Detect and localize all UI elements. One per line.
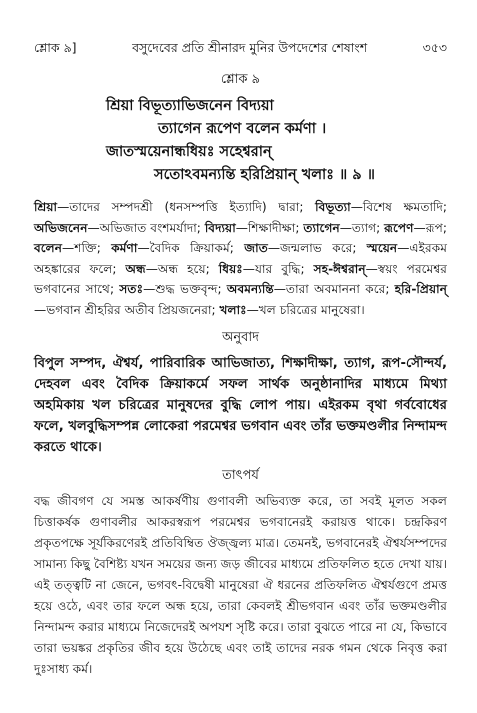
synonym-meaning: —তারা অবমাননা করে; xyxy=(273,282,395,296)
verse-line: শ্রিয়া বিভূত্যাভিজনেন বিদ্যয়া xyxy=(106,98,274,114)
verse-number: শ্লোক ৯ xyxy=(220,72,261,87)
synonym-meaning: —স্বয়ং পরমেশ্বর ভগবানের সাথে; xyxy=(34,261,447,296)
synonym-word: সহ-ঈশ্বরান্ xyxy=(313,261,366,276)
synonym-word: অন্ধ xyxy=(125,261,146,276)
verse-line: সতোঽবমন্যন্তি হরিপ্রিয়ান্ খলাঃ ॥ ৯ ॥ xyxy=(154,167,375,183)
synonym-word: ত্যাগেন xyxy=(303,220,340,235)
synonym-meaning: —শুদ্ধ ভক্তবৃন্দ; xyxy=(143,282,227,296)
synonym-meaning: —শিক্ষাদীক্ষা; xyxy=(235,220,304,235)
synonym-word: সতঃ xyxy=(119,282,144,296)
synonym-meaning: —অন্ধ হয়ে; xyxy=(145,261,219,276)
synonym-word: অবমন্যন্তি xyxy=(226,282,274,296)
synonym-word: কর্মণা xyxy=(111,241,138,255)
synonym-meaning: —জন্মলাভ করে; xyxy=(267,241,367,255)
synonym-meaning: —ত্যাগ; xyxy=(339,220,385,235)
synonym-meaning: —বৈদিক ক্রিয়াকর্ম; xyxy=(137,241,245,255)
synonym-meaning: —যার বুদ্ধি; xyxy=(242,261,314,276)
synonym-meaning: —ভগবান শ্রীহরির অতীব প্রিয়জনেরা; xyxy=(34,302,220,317)
synonym-meaning: —রূপ; xyxy=(413,220,447,235)
verse-line: জাতস্ময়েনান্ধধিয়ঃ সহেশ্বরান্ xyxy=(106,144,272,160)
verse-text xyxy=(34,95,447,187)
synonym-word: রূপেণ xyxy=(384,220,414,235)
synonym-word: জাত xyxy=(244,241,268,255)
verse-line: ত্যাগেন রূপেণ বলেন কর্মণা । xyxy=(158,121,327,137)
synonym-word: ধিয়ঃ xyxy=(218,261,243,276)
synonym-meaning: —অভিজাত বংশমর্যাদা; xyxy=(87,220,205,235)
header-chapter-title: বসুদেবের প্রতি শ্রীনারদ মুনির উপদেশের শেষাংশ xyxy=(132,40,368,55)
synonym-word: শ্রিয়া xyxy=(34,200,58,214)
synonym-word: অভিজনেন xyxy=(34,220,88,235)
synonym-word: খলাঃ xyxy=(219,302,247,317)
synonym-meaning: —এইরকম অহঙ্কারের ফলে; xyxy=(34,241,447,276)
synonym-meaning: —বিশেষ ক্ষমতাদি; xyxy=(350,200,447,214)
synonym-word: বিভূত্যা xyxy=(315,200,351,214)
purport-text: বদ্ধ জীবগণ যে সমস্ত আকর্ষণীয় গুণাবলী অভিব্যক্ত করে, তা সবই মূলত সকল চিত্তাকর্ষক গুণাবলীর আকরস্বরূপ পরমেশ্বর ভগবানেরই করায়ত্ত থাকে। চন্দ্রকিরণ প্রকৃতপক্ষে সূর্যকিরণেরই প্রতিবিম্বিত ঔজ্জ্বল্য মাত্র। তেমনই, ভগবানেরই ঐশ্বর্যসম্পদের সামান্য কিছু বৈশিষ্ট্য যখন সময়ের জন্য জড় জীবের মাধ্যমে প্রতিফলিত হতে দেখা যায়। এই তত্ত্বটি না জেনে, ভগবৎ-বিদ্বেষী মানুষেরা ঐ ধরনের প্রতিফলিত ঐশ্বর্যগুণে প্রমত্ত হয়ে ওঠে, এবং তার ফলে অন্ধ হয়ে, তারা কেবলই শ্রীভগবান এবং তাঁর ভক্তমণ্ডলীর নিন্দামন্দ করার মাধ্যমে নিজেদেরই অপযশ সৃষ্টি করে। তারা বুঝতে পারে না যে, কিভাবে তারা ভয়ঙ্কর প্রকৃতির জীব হয়ে উঠেছে এবং তাই তাদের নরক গমন থেকে নিবৃত্ত করা দুঃসাধ্য কর্ম। xyxy=(34,494,447,676)
synonym-word: হরি-প্রিয়ান্ xyxy=(394,282,447,296)
synonym-word: বিদ্যয়া xyxy=(204,220,236,235)
translation-text: বিপুল সম্পদ, ঐশ্বর্য, পারিবারিক আভিজাত্য, শিক্ষাদীক্ষা, ত্যাগ, রূপ-সৌন্দর্য, দেহবল এবং বৈদিক ক্রিয়াকর্মে সফল সার্থক অনুষ্ঠানাদির মাধ্যমে মিথ্যা অহমিকায় খল চরিত্রের মানুষদের বুদ্ধি লোপ পায়। এইরকম বৃথা গর্ববোধের ফলে, খলবুদ্ধিসম্পন্ন লোকেরা পরমেশ্বর ভগবান এবং তাঁর ভক্তমণ্ডলীর নিন্দামন্দ করতে থাকে। xyxy=(34,356,447,455)
synonym-meaning: —শক্তি; xyxy=(62,241,112,255)
running-header xyxy=(34,40,447,60)
synonym-word: স্ময়েন xyxy=(366,241,398,255)
page-number: ৩৫৩ xyxy=(422,40,447,55)
word-for-word-synonyms xyxy=(34,197,447,320)
synonym-word: বলেন xyxy=(34,241,63,255)
purport-heading: তাৎপর্য xyxy=(222,468,259,483)
translation-heading: অনুবাদ xyxy=(222,330,259,345)
synonym-meaning: —খল চরিত্রের মানুষেরা। xyxy=(246,302,365,317)
header-verse-ref: শ্লোক ৯] xyxy=(34,40,77,55)
synonym-meaning: —তাদের সম্পদশ্রী (ধনসম্পত্তি ইত্যাদি) দ্বারা; xyxy=(57,200,316,214)
